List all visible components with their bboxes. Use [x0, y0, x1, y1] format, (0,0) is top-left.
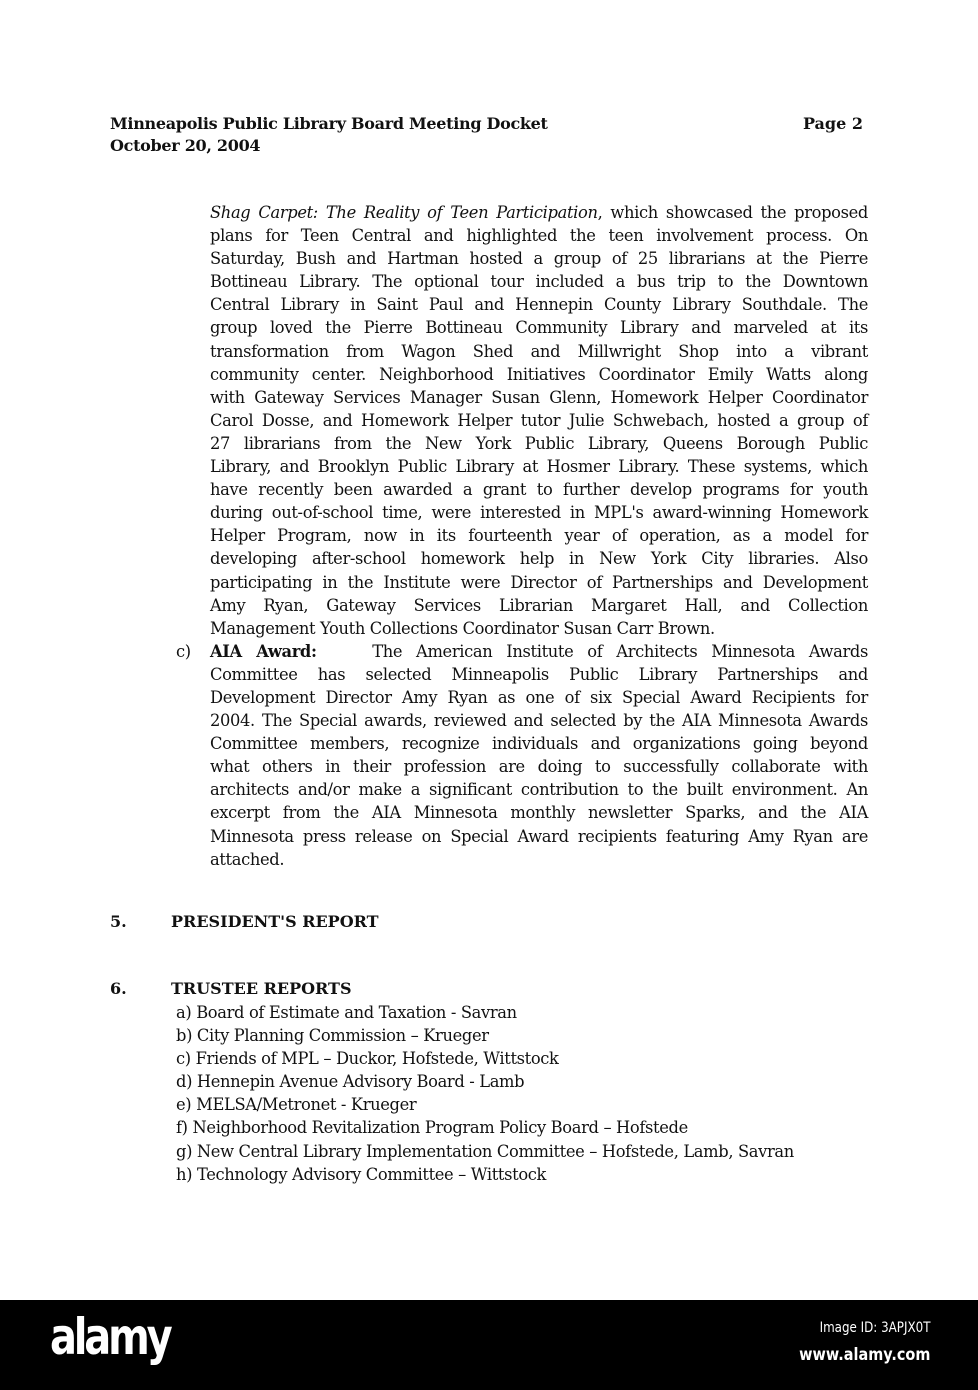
trustee-reports-list	[176, 1001, 794, 1186]
image-id: Image ID: 3APJX0T	[819, 1320, 930, 1336]
item-label: h)	[176, 1164, 193, 1184]
text-line	[210, 432, 868, 455]
text-line	[210, 478, 868, 501]
text-line	[210, 778, 868, 801]
section-6-title: TRUSTEE REPORTS	[171, 979, 352, 998]
trustee-report-item	[176, 1024, 794, 1047]
text-line	[210, 293, 868, 316]
trustee-report-item	[176, 1116, 794, 1139]
line-text: Central Library in Saint Paul and Hennepin County Library Southdale. The	[210, 295, 868, 315]
line-text: Committee members, recognize individuals and organizations going beyond	[210, 734, 868, 754]
item-text: City Planning Commission – Krueger	[196, 1026, 489, 1046]
text-line	[210, 571, 868, 594]
line-text: plans for Teen Central and highlighted the teen involvement process. On	[210, 226, 868, 246]
trustee-report-item	[176, 1093, 794, 1116]
line-text: Carol Dosse, and Homework Helper tutor Julie Schwebach, hosted a group of	[210, 410, 868, 430]
item-text: New Central Library Implementation Committee – Hofstede, Lamb, Savran	[196, 1141, 794, 1161]
item-text: Hennepin Avenue Advisory Board - Lamb	[196, 1072, 525, 1092]
text-line	[210, 363, 868, 386]
text-line	[210, 709, 868, 732]
docket-date: October 20, 2004	[110, 136, 261, 155]
item-label: c)	[176, 1049, 191, 1069]
section-5-title: PRESIDENT'S REPORT	[171, 912, 379, 931]
text-line	[210, 270, 868, 293]
item-label: g)	[176, 1141, 193, 1161]
line-text: Library, and Brooklyn Public Library at Hosmer Library. These systems, which	[210, 457, 868, 477]
text-line	[210, 201, 868, 224]
text-line	[210, 755, 868, 778]
item-text: MELSA/Metronet - Krueger	[196, 1095, 417, 1115]
alamy-logo: alamy	[50, 1308, 170, 1366]
line-text: architects and/or make a significant contribution to the built environment. An	[210, 780, 868, 800]
paragraph-aia-award	[176, 640, 869, 871]
line-text: Minnesota press release on Special Award recipients featuring Amy Ryan are	[210, 826, 868, 846]
text-line	[210, 224, 868, 247]
section-5-number: 5.	[110, 912, 127, 931]
text-line	[210, 686, 868, 709]
text-line	[210, 801, 868, 824]
italic-title: Shag Carpet: The Reality of Teen Participation	[210, 203, 598, 222]
docket-title: Minneapolis Public Library Board Meeting Docket	[110, 114, 548, 133]
text-line	[210, 732, 868, 755]
line-text: during out-of-school time, were interested in MPL's award-winning Homework	[210, 503, 868, 523]
text-line	[210, 386, 868, 409]
text-line	[210, 848, 868, 871]
body-text	[176, 201, 869, 871]
line-text: Development Director Amy Ryan as one of six Special Award Recipients for	[210, 687, 868, 707]
line-text: with Gateway Services Manager Susan Glenn, Homework Helper Coordinator	[210, 387, 868, 407]
line-text: 2004. The Special awards, reviewed and selected by the AIA Minnesota Awards	[210, 711, 868, 731]
line-text: excerpt from the AIA Minnesota monthly newsletter Sparks, and the AIA	[210, 803, 868, 823]
item-label: f)	[176, 1118, 188, 1138]
text-line	[210, 594, 868, 617]
line-text: have recently been awarded a grant to further develop programs for youth	[210, 480, 868, 500]
text-line	[210, 247, 868, 270]
watermark-url: www.alamy.com	[798, 1345, 930, 1365]
line-text: 27 librarians from the New York Public Library, Queens Borough Public	[210, 433, 868, 453]
line-text: Amy Ryan, Gateway Services Librarian Margaret Hall, and Collection	[210, 595, 868, 615]
line-text: Management Youth Collections Coordinator Susan Carr Brown.	[210, 618, 715, 638]
text-line	[210, 340, 868, 363]
item-label: b)	[176, 1026, 193, 1046]
trustee-report-item	[176, 1140, 794, 1163]
page-number: Page 2	[802, 114, 863, 133]
line-text: , which showcased the proposed	[597, 203, 868, 222]
trustee-report-item	[176, 1047, 794, 1070]
item-text: Technology Advisory Committee – Wittstock	[196, 1164, 547, 1184]
text-line	[210, 663, 868, 686]
aia-award-heading: AIA Award:	[210, 641, 317, 661]
line-text: Helper Program, now in its fourteenth year of operation, as a model for	[210, 526, 868, 546]
line-text: Saturday, Bush and Hartman hosted a group of 25 librarians at the Pierre	[210, 249, 868, 269]
watermark-bar	[0, 1300, 978, 1390]
item-label: a)	[176, 1003, 192, 1022]
trustee-report-item	[176, 1163, 794, 1186]
text-line	[210, 316, 868, 339]
trustee-report-item	[176, 1001, 794, 1024]
line-text: participating in the Institute were Director of Partnerships and Development	[210, 572, 868, 592]
line-text: developing after-school homework help in New York City libraries. Also	[210, 549, 868, 569]
text-line	[210, 547, 868, 570]
text-line	[210, 825, 868, 848]
item-text: Neighborhood Revitalization Program Policy Board – Hofstede	[192, 1118, 688, 1138]
text-line	[210, 640, 868, 663]
item-text: Board of Estimate and Taxation - Savran	[196, 1003, 517, 1022]
item-label: d)	[176, 1072, 193, 1092]
item-text: Friends of MPL – Duckor, Hofstede, Wittstock	[195, 1049, 559, 1069]
text-line	[210, 501, 868, 524]
line-text: transformation from Wagon Shed and Millwright Shop into a vibrant	[210, 341, 868, 361]
text-line	[210, 617, 868, 640]
item-label: e)	[176, 1095, 192, 1115]
section-6-number: 6.	[110, 979, 127, 998]
line-text: community center. Neighborhood Initiatives Coordinator Emily Watts along	[210, 364, 868, 384]
trustee-report-item	[176, 1070, 794, 1093]
line-text: attached.	[210, 849, 285, 869]
text-line	[210, 455, 868, 478]
line-text: group loved the Pierre Bottineau Community Library and marveled at its	[210, 318, 868, 338]
list-label: c)	[176, 641, 191, 661]
paragraph-teen-participation	[210, 201, 868, 640]
line-text: The American Institute of Architects Minnesota Awards	[372, 641, 869, 661]
line-text: Bottineau Library. The optional tour included a bus trip to the Downtown	[210, 272, 868, 292]
line-text: what others in their profession are doing to successfully collaborate with	[210, 757, 868, 777]
text-line	[210, 524, 868, 547]
text-line	[210, 409, 868, 432]
line-text: Committee has selected Minneapolis Public Library Partnerships and	[210, 664, 868, 684]
